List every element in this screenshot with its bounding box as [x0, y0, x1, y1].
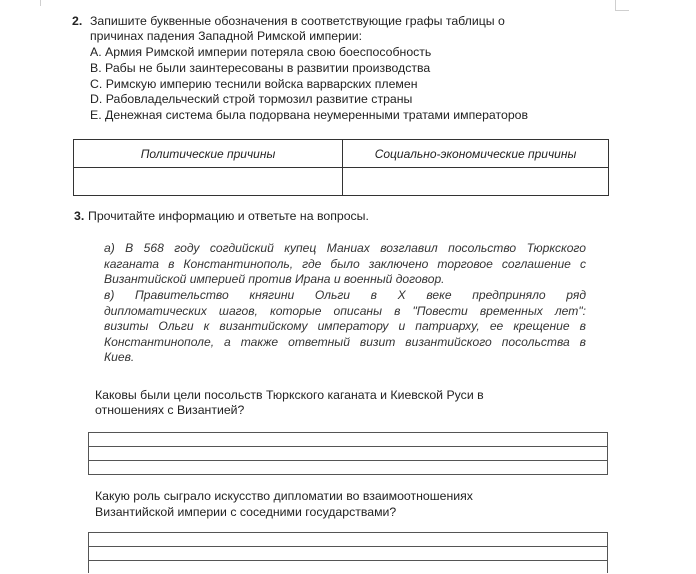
table-header-political: Политические причины — [74, 140, 343, 168]
option-letter: E. — [90, 108, 102, 122]
answer-lines-question-1[interactable] — [88, 432, 608, 475]
option-text: Денежная система была подорвана неумеренными тратами императоров — [105, 108, 529, 122]
page-corner-mark-left — [40, 0, 41, 6]
option-letter: A. — [90, 45, 102, 59]
causes-table — [73, 139, 609, 196]
option-letter: B. — [90, 61, 102, 75]
paragraph-b-line: дипломатических шагов, которые описаны в "Повести временных лет": — [104, 303, 586, 318]
task2-title-line-2: причинах падения Западной Римской империи: — [90, 29, 363, 43]
answer-cell-socioeconomic[interactable] — [343, 168, 609, 196]
paragraph-b-line: в) Правительство княгини Ольги в X веке предприняло ряд — [104, 288, 586, 302]
task3-title: Прочитайте информацию и ответьте на вопросы. — [88, 209, 369, 223]
option-e — [90, 108, 528, 123]
answer-line[interactable] — [89, 461, 607, 474]
task2-title-line-1: Запишите буквенные обозначения в соответствующие графы таблицы о — [90, 14, 505, 28]
paragraph-b-line: Киев. — [104, 350, 135, 364]
paragraph-a-line: каганата в Константинополь, где было заключено торговое соглашение с — [104, 256, 586, 271]
answer-line[interactable] — [89, 447, 607, 461]
question-1-line-1: Каковы были цели посольств Тюркского каганата и Киевской Руси в — [95, 388, 484, 402]
paragraph-a — [104, 241, 586, 288]
question-2-line-1: Какую роль сыграло искусство дипломатии во взаимоотношениях — [95, 489, 473, 503]
page-corner-mark-right — [615, 0, 616, 10]
paragraph-b-line: Константинополе, а также ответный визит византийского посольства в — [104, 334, 586, 349]
option-text: Римскую империю теснили войска варварских племен — [105, 77, 418, 91]
paragraph-a-line: а) В 568 году согдийский купец Маниах возглавил посольство Тюркского — [104, 241, 586, 255]
answer-line[interactable] — [89, 547, 607, 561]
option-d — [90, 92, 412, 107]
option-text: Армия Римской империи потеряла свою боеспособность — [105, 45, 432, 59]
paragraph-a-line: Византийской империей против Ирана и военный договор. — [104, 272, 445, 286]
paragraph-b — [104, 288, 586, 366]
page-corner-mark-right-horizontal — [615, 10, 629, 11]
option-b — [90, 61, 430, 76]
task3-number: 3. — [74, 209, 85, 223]
option-text: Рабы не были заинтересованы в развитии производства — [105, 61, 431, 75]
option-a — [90, 45, 431, 60]
question-1-line-2: отношениях с Византией? — [95, 403, 245, 417]
option-c — [90, 77, 418, 92]
answer-line[interactable] — [89, 533, 607, 547]
task2-number: 2. — [72, 14, 83, 28]
option-text: Рабовладельческий строй тормозил развитие страны — [105, 92, 413, 106]
answer-cell-political[interactable] — [74, 168, 343, 196]
paragraph-b-line: визиты Ольги к византийскому императору и патриарху, ее крещение в — [104, 319, 586, 333]
answer-line[interactable] — [89, 561, 607, 574]
answer-lines-question-2[interactable] — [88, 532, 608, 573]
answer-line[interactable] — [89, 433, 607, 447]
table-header-socioeconomic: Социально-экономические причины — [343, 140, 609, 168]
option-letter: D. — [90, 92, 103, 106]
option-letter: C. — [90, 77, 103, 91]
question-2-line-2: Византийской империи с соседними государствами? — [95, 505, 397, 519]
